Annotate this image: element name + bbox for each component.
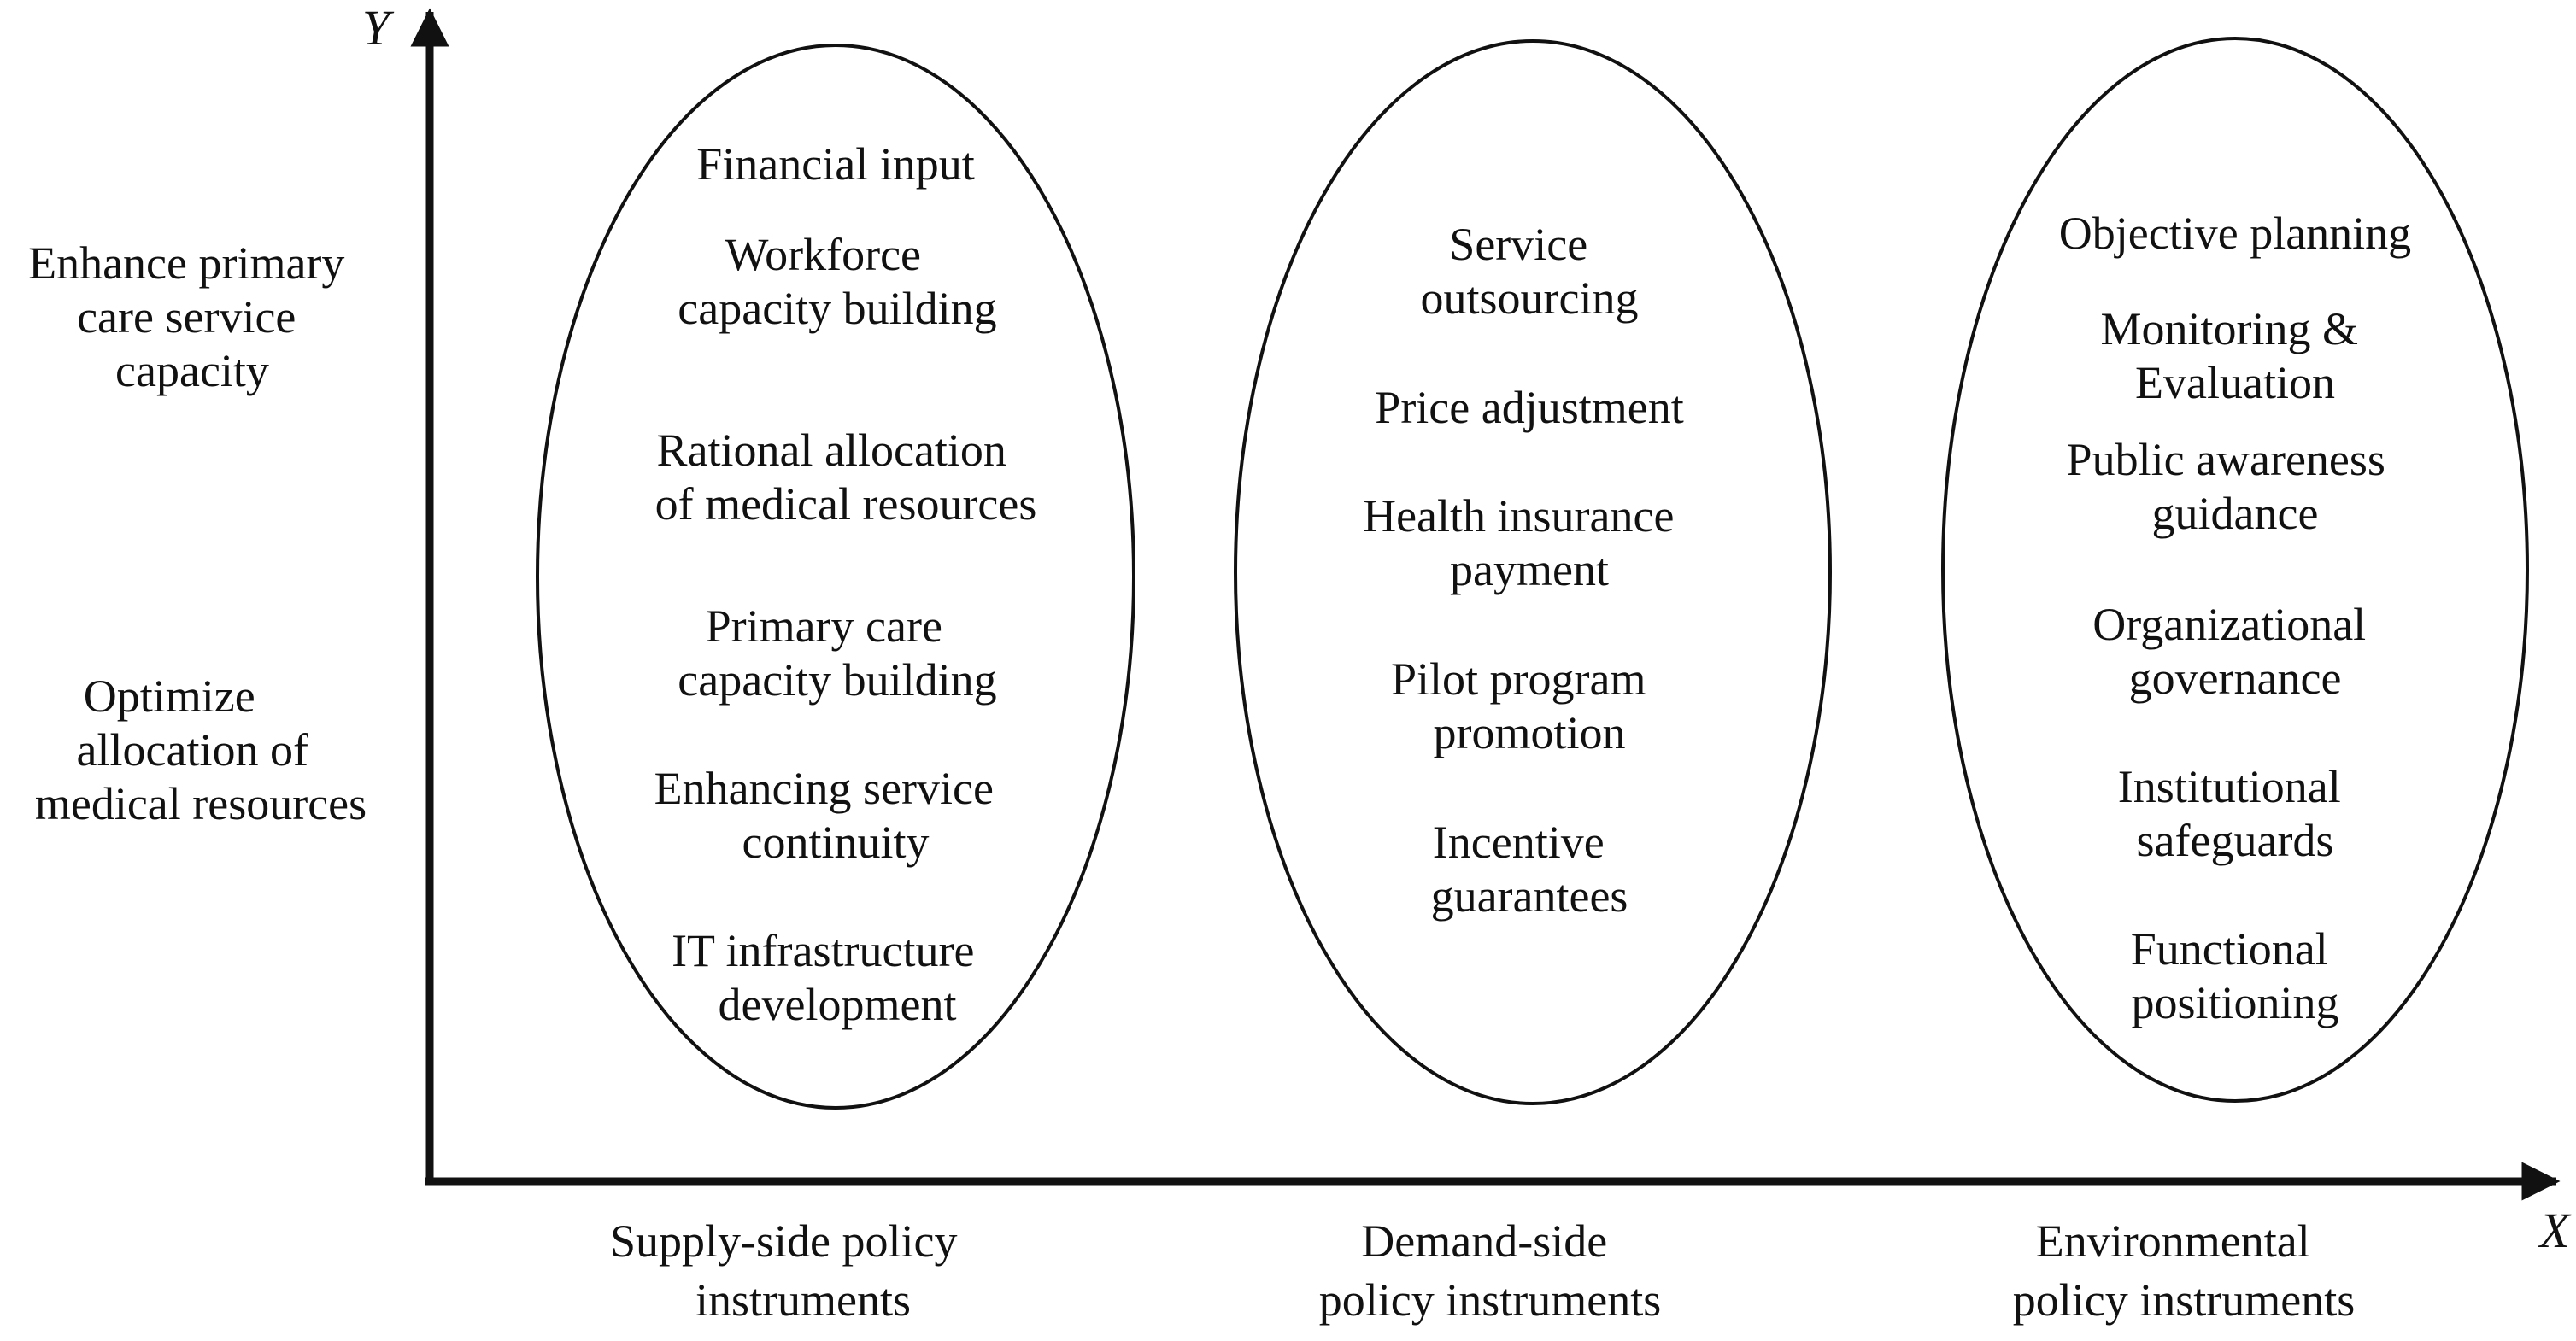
x-label-supply-side: Supply-side policy instruments [610, 1215, 958, 1326]
item-monitoring-evaluation: Monitoring & Evaluation [2100, 303, 2359, 408]
y-label-enhance-capacity: Enhance primary care service capacity [28, 237, 345, 396]
item-rational-allocation: Rational allocation of medical resources [654, 425, 1037, 530]
item-incentive-guarantees: Incentive guarantees [1430, 817, 1628, 922]
item-pilot-program-promotion: Pilot program promotion [1391, 653, 1646, 758]
x-axis-letter: X [2539, 1203, 2570, 1258]
item-institutional-safeguards: Institutional safeguards [2117, 761, 2341, 866]
item-primary-care-capacity: Primary care capacity building [678, 600, 997, 706]
item-service-outsourcing: Service outsourcing [1420, 219, 1639, 324]
item-enhancing-service-continuity: Enhancing service continuity [654, 763, 994, 868]
environmental-items [2059, 208, 2411, 1028]
item-objective-planning: Objective planning [2058, 208, 2412, 259]
item-it-infrastructure: IT infrastructure development [672, 925, 975, 1030]
item-price-adjustment: Price adjustment [1375, 382, 1684, 433]
x-label-environmental: Environmental policy instruments [2012, 1215, 2356, 1326]
item-financial-input: Financial input [696, 138, 975, 190]
item-organizational-governance: Organizational governance [2092, 599, 2367, 704]
y-axis-letter: Y [361, 0, 390, 56]
item-public-awareness-guidance: Public awareness guidance [2066, 434, 2385, 539]
y-label-optimize-allocation: Optimize allocation of medical resources [34, 670, 367, 829]
demand-side-items [1363, 219, 1686, 922]
x-label-demand-side: Demand-side policy instruments [1318, 1215, 1662, 1326]
item-health-insurance-payment: Health insurance payment [1363, 490, 1675, 595]
item-workforce-capacity-building: Workforce capacity building [678, 229, 997, 334]
supply-side-items [654, 138, 1037, 1030]
item-functional-positioning: Functional positioning [2130, 923, 2339, 1028]
